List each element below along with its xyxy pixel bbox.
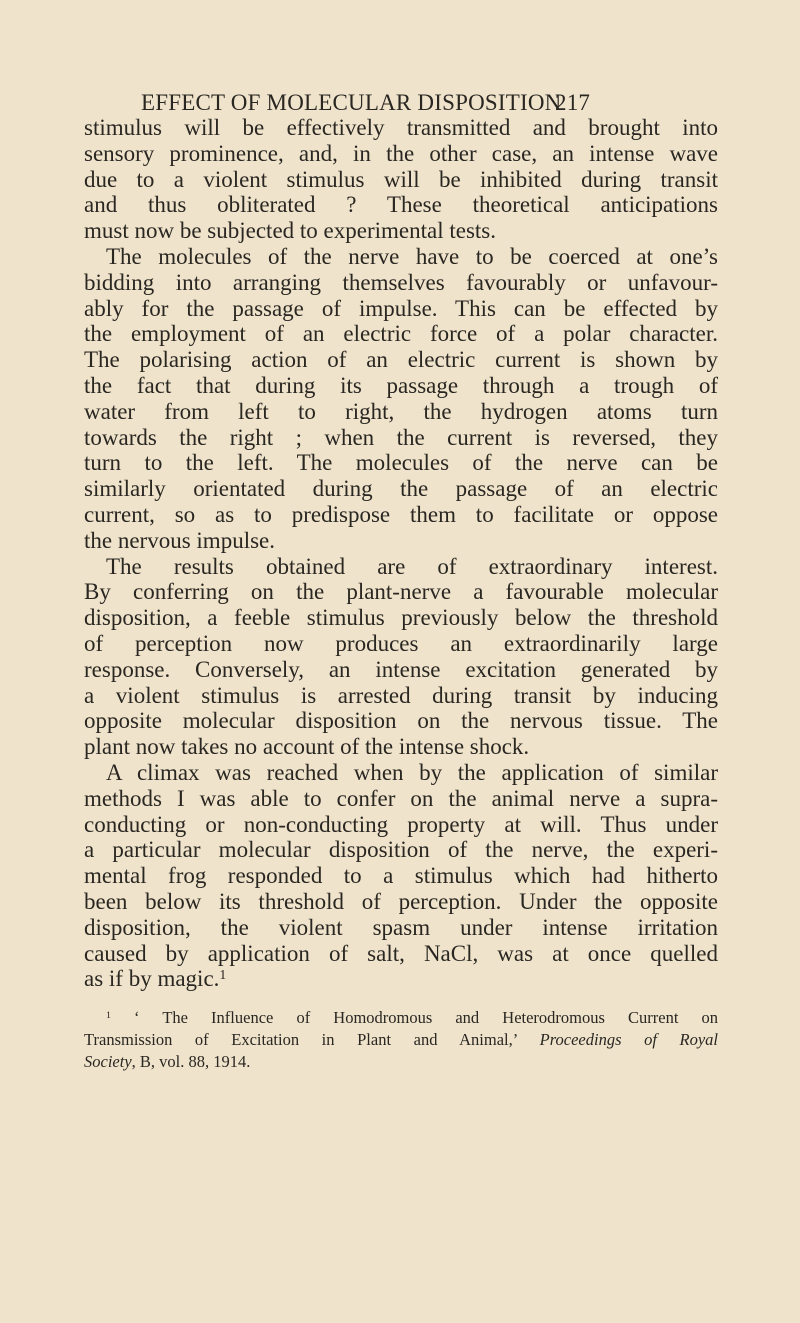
footnote-text: ‘ The Influence of Homodromous and Heterodromous Current on [134,1008,718,1027]
text-line [84,812,718,838]
footnote-reference: 1 [219,967,227,983]
footnote-text: , B, vol. 88, 1914. [131,1052,251,1071]
text-line [84,528,718,554]
text-line [84,476,718,502]
page-number: 217 [555,90,591,115]
text-line [84,270,718,296]
line-text: towards the right ; when the current is reversed, they [84,424,718,450]
line-text: bidding into arranging themselves favourably or unfavour- [84,269,718,295]
line-text: a violent stimulus is arrested during transit by inducing [84,682,718,708]
text-line [84,863,718,889]
line-text: the nervous impulse. [84,527,275,553]
line-text: water from left to right, the hydrogen atoms turn [84,398,718,424]
text-line [84,425,718,451]
line-text: sensory prominence, and, in the other case, an intense wave [84,140,718,166]
text-line [84,296,718,322]
line-text: methods I was able to confer on the animal nerve a supra- [84,785,718,811]
line-text: stimulus will be effectively transmitted and brought into [84,115,718,140]
line-text: response. Conversely, an intense excitation generated by [84,656,718,682]
line-text: must now be subjected to experimental tests. [84,218,496,244]
text-line [84,244,718,270]
text-line [84,115,718,141]
text-line [84,554,718,580]
line-text: current, so as to predispose them to facilitate or oppose [84,501,718,527]
text-line [84,837,718,863]
line-text: similarly orientated during the passage of an electric [84,476,718,502]
line-text: turn to the left. The molecules of the nerve can be [84,450,718,476]
text-line [84,399,718,425]
text-line [84,760,718,786]
line-text: and thus obliterated ? These theoretical anticipations [84,192,718,218]
text-line [84,605,718,631]
text-line [84,167,718,193]
text-line [84,373,718,399]
text-line [84,347,718,373]
text-line [84,683,718,709]
text-line [84,192,718,218]
line-text: plant now takes no account of the intense shock. [84,734,530,760]
text-line [84,657,718,683]
footnote [84,1007,718,1073]
line-text: of perception now produces an extraordinarily large [84,630,718,656]
line-text: conducting or non-conducting property at will. Thus under [84,811,718,837]
running-title: EFFECT OF MOLECULAR DISPOSITION [141,90,562,115]
text-line [84,889,718,915]
line-text: The polarising action of an electric current is shown by [84,347,718,373]
line-text: The molecules of the nerve have to be coerced at one’s [106,243,718,269]
text-line [84,141,718,167]
footnote-marker: 1 [106,1010,111,1022]
text-line [84,941,718,967]
text-line [84,218,718,244]
line-text: ably for the passage of impulse. This can be effected by [84,295,718,321]
text-line [84,631,718,657]
line-text: as if by magic. [84,966,220,992]
line-text: been below its threshold of perception. Under the opposite [84,888,718,914]
line-text: due to a violent stimulus will be inhibited during transit [84,166,718,192]
text-line [84,915,718,941]
line-text: mental frog responded to a stimulus which had hitherto [84,863,718,889]
body-text [84,115,718,992]
text-line [84,579,718,605]
line-text: disposition, a feeble stimulus previously below the threshold [84,605,718,631]
line-text: caused by application of salt, NaCl, was at once quelled [84,940,718,966]
footnote-line [84,1029,718,1051]
footnote-line [84,1051,718,1073]
line-text: The results obtained are of extraordinary interest. [106,553,718,579]
text-line [84,321,718,347]
text-line [84,450,718,476]
line-text: A climax was reached when by the application of similar [106,759,718,785]
line-text: By conferring on the plant-nerve a favourable molecular [84,579,718,605]
line-text: the fact that during its passage through a trough of [84,372,718,398]
text-line [84,502,718,528]
footnote-journal: Society [84,1052,132,1071]
line-text: the employment of an electric force of a polar character. [84,321,718,347]
line-text: a particular molecular disposition of the nerve, the experi- [84,837,718,863]
line-text: opposite molecular disposition on the nervous tissue. The [84,708,718,734]
text-line [84,786,718,812]
text-line [84,966,718,992]
footnote-line [84,1007,718,1029]
text-line [84,734,718,760]
text-line [84,708,718,734]
line-text: disposition, the violent spasm under intense irritation [84,914,718,940]
footnote-text: Transmission of Excitation in Plant and Animal,’ [84,1030,540,1049]
footnote-journal: Proceedings of Royal [539,1030,719,1049]
